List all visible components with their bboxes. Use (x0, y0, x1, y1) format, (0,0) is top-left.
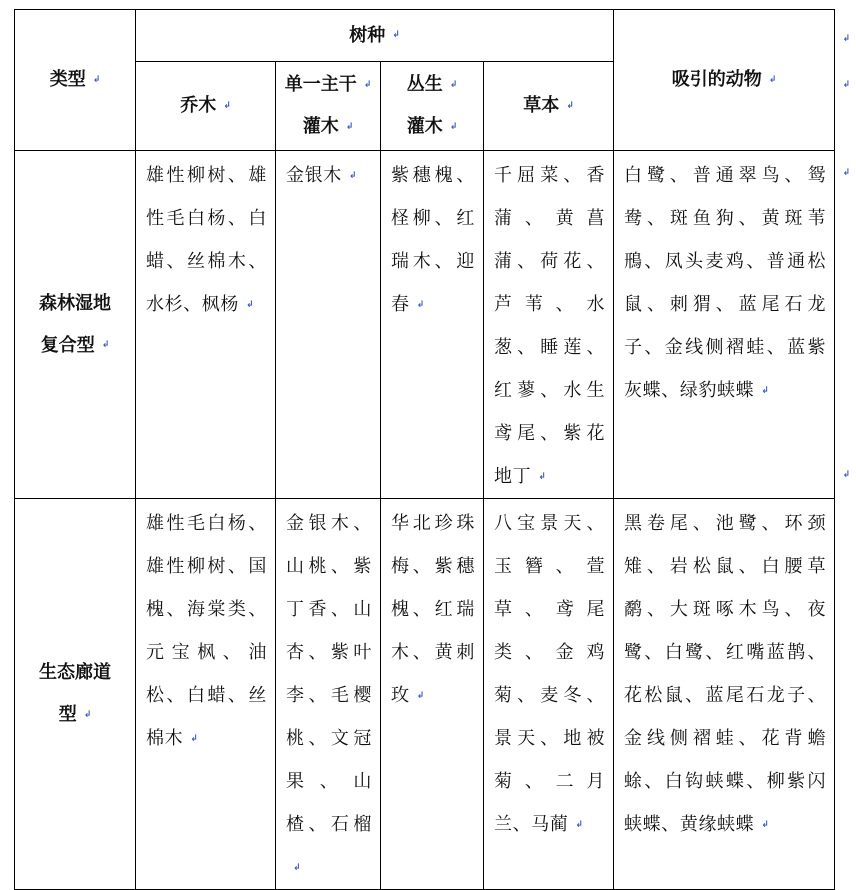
paragraph-mark-icon: ↲ (416, 299, 425, 310)
clustered-shrub-cell (381, 151, 484, 499)
header-herb (484, 62, 614, 151)
header-type-label: 类型 (49, 69, 86, 90)
end-of-row-mark-icon: ↲ (842, 470, 850, 480)
header-single-trunk-shrub (276, 62, 381, 151)
header-arbor (136, 62, 276, 151)
paragraph-mark-icon: ↲ (246, 299, 255, 310)
clustered-shrub-text: 紫穗槐、柽柳、红瑞木、迎春 (391, 165, 475, 315)
end-of-row-mark-icon: ↲ (842, 34, 850, 44)
paragraph-mark-icon: ↲ (449, 121, 458, 132)
species-table (14, 9, 835, 890)
arbor-text: 雄性柳树、雄性毛白杨、白蜡、丝棉木、水杉、枫杨 (146, 165, 267, 315)
herb-text: 千屈菜、香蒲、黄菖蒲、荷花、芦苇、水葱、睡莲、红蓼、水生鸢尾、紫花地丁 (494, 165, 606, 487)
herb-cell (484, 499, 614, 890)
paragraph-mark-icon: ↲ (348, 170, 357, 181)
animals-cell (614, 499, 835, 890)
paragraph-mark-icon: ↲ (449, 79, 458, 90)
paragraph-mark-icon: ↲ (566, 100, 574, 111)
paragraph-mark-icon: ↲ (392, 30, 400, 40)
header-animals-label: 吸引的动物 (671, 69, 762, 90)
header-tree-species (136, 10, 614, 62)
paragraph-mark-icon: ↲ (761, 819, 770, 830)
paragraph-mark-icon: ↲ (575, 819, 584, 830)
single-trunk-shrub-cell (276, 499, 381, 890)
animals-cell (614, 151, 835, 499)
header-single-trunk-line2: 灌木 (302, 116, 339, 137)
header-tree-species-label: 树种 (349, 24, 386, 46)
paragraph-mark-icon: ↲ (538, 471, 547, 482)
clustered-shrub-cell (381, 499, 484, 890)
end-of-row-mark-icon: ↲ (842, 168, 850, 178)
header-type (15, 10, 136, 151)
type-cell (15, 499, 136, 890)
header-clustered-shrub (381, 62, 484, 151)
paragraph-mark-icon: ↲ (345, 121, 354, 132)
single-trunk-shrub-text: 金银木、山桃、紫丁香、山杏、紫叶李、毛樱桃、文冠果、山楂、石榴 (286, 513, 372, 835)
animals-text: 黑卷尾、池鹭、环颈雉、岩松鼠、白腰草鹬、大斑啄木鸟、夜鹭、白鹭、红嘴蓝鹊、花松鼠、蓝尾石龙子、金线侧褶蛙、花背蟾蜍、白钩蛱蝶、柳紫闪蛱蝶、黄缘蛱蝶 (624, 513, 827, 835)
paragraph-mark-icon: ↲ (92, 74, 101, 85)
paragraph-mark-icon: ↲ (416, 690, 425, 701)
header-animals (614, 10, 835, 151)
paragraph-mark-icon: ↲ (761, 385, 770, 396)
header-arbor-label: 乔木 (180, 95, 217, 116)
paragraph-mark-icon: ↲ (293, 862, 302, 873)
paragraph-mark-icon: ↲ (363, 79, 372, 90)
paragraph-mark-icon: ↲ (83, 709, 92, 720)
herb-text: 八宝景天、玉簪、萱草、鸢尾类、金鸡菊、麦冬、景天、地被菊、二月兰、马蔺 (494, 513, 606, 835)
header-clustered-line2: 灌木 (406, 116, 443, 137)
arbor-text: 雄性毛白杨、雄性柳树、国槐、海棠类、元宝枫、油松、白蜡、丝棉木 (146, 513, 267, 749)
animals-text: 白鹭、普通翠鸟、鸳鸯、斑鱼狗、黄斑苇鳽、凤头麦鸡、普通松鼠、刺猬、蓝尾石龙子、金线侧褶蛙、蓝紫灰蝶、绿豹蛱蝶 (624, 165, 827, 401)
end-of-row-mark-icon: ↲ (842, 80, 850, 90)
paragraph-mark-icon: ↲ (768, 74, 777, 85)
single-trunk-shrub-text: 金银木 (286, 165, 342, 186)
arbor-cell (136, 499, 276, 890)
clustered-shrub-text: 华北珍珠梅、紫穗槐、红瑞木、黄刺玫 (391, 513, 475, 706)
header-herb-label: 草本 (523, 95, 560, 116)
single-trunk-shrub-cell (276, 151, 381, 499)
header-single-trunk-line1: 单一主干 (284, 74, 357, 95)
type-line1: 森林湿地 (39, 292, 111, 314)
table-row (15, 499, 835, 890)
paragraph-mark-icon: ↲ (223, 100, 231, 111)
paragraph-mark-icon: ↲ (101, 340, 110, 350)
herb-cell (484, 151, 614, 499)
header-clustered-line1: 丛生 (406, 74, 443, 95)
paragraph-mark-icon: ↲ (190, 733, 199, 744)
type-cell (15, 151, 136, 499)
table-row (15, 151, 835, 499)
type-line1: 生态廊道 (39, 662, 111, 683)
type-line2: 复合型 (40, 334, 95, 356)
arbor-cell (136, 151, 276, 499)
type-line2: 型 (58, 704, 77, 725)
